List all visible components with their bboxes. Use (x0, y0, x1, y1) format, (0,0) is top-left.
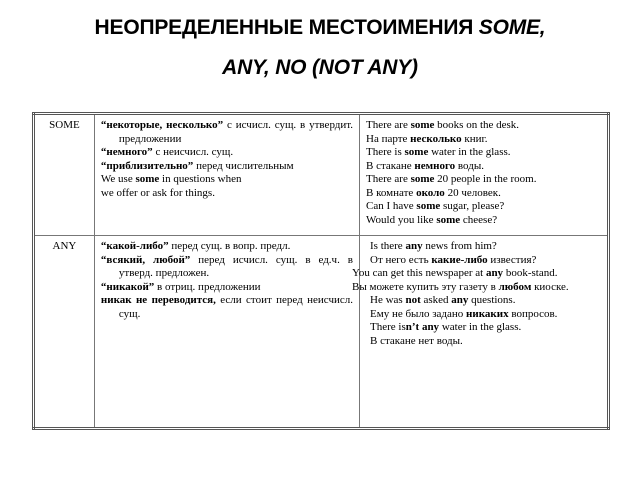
example-item: Ему не было задано никаких вопросов. (370, 307, 558, 320)
table-row-any (34, 236, 609, 429)
pronouns-table (32, 112, 610, 430)
examples-any (352, 236, 609, 429)
example-item: В стакане нет воды. (370, 334, 463, 347)
example-item: There isn’t any water in the glass. (370, 321, 522, 333)
title-line-1: НЕОПРЕДЕЛЕННЫЕ МЕСТОИМЕНИЯ SOME, (94, 16, 546, 39)
rules-any (94, 236, 359, 429)
rule-item: никак не переводится, если стоит перед неисчисл. сущ. (100, 294, 354, 320)
example-item: There is some water in the glass. (366, 146, 511, 158)
example-item: В комнате около 20 человек. (366, 186, 501, 199)
example-item: There are some 20 people in the room. (366, 173, 537, 185)
example-item: There are some books on the desk. (366, 119, 520, 131)
example-item: Can I have some sugar, please? (366, 200, 505, 212)
example-item: Would you like some cheese? (366, 213, 498, 226)
rules-some (94, 114, 359, 236)
rule-item: “никакой” в отриц. предложении (100, 280, 261, 293)
example-item: You can get this newspaper at any book-stand. (352, 267, 558, 279)
rule-item: “какой-либо” перед сущ. в вопр. предл. (100, 240, 291, 252)
example-item: He was not asked any questions. (370, 294, 516, 306)
example-item: В стакане немного воды. (366, 159, 484, 172)
example-item: Вы можете купить эту газету в любом киоске. (352, 280, 569, 293)
row-label-some: SOME (34, 114, 95, 236)
table-row-some (34, 114, 609, 236)
examples-some (360, 114, 609, 236)
rule-item: we offer or ask for things. (100, 186, 215, 199)
rule-item: “немного” с неисчисл. сущ. (100, 146, 234, 158)
page-title (0, 8, 640, 88)
title-line-2: ANY, NO (NOT ANY) (222, 56, 418, 79)
example-item: От него есть какие-либо известия? (370, 253, 537, 266)
rule-item: “всякий, любой” перед исчисл. сущ. в ед.ч. в утверд. предложен. (100, 253, 354, 279)
rule-item: “некоторые, несколько” с исчисл. сущ. в утвердит. предложении (100, 119, 354, 145)
row-label-any: ANY (34, 236, 95, 429)
example-item: Is there any news from him? (370, 240, 497, 252)
rule-item: “приблизительно” перед числительным (100, 159, 294, 172)
example-item: На парте несколько книг. (366, 132, 488, 145)
rule-item: We use some in questions when (100, 173, 242, 185)
